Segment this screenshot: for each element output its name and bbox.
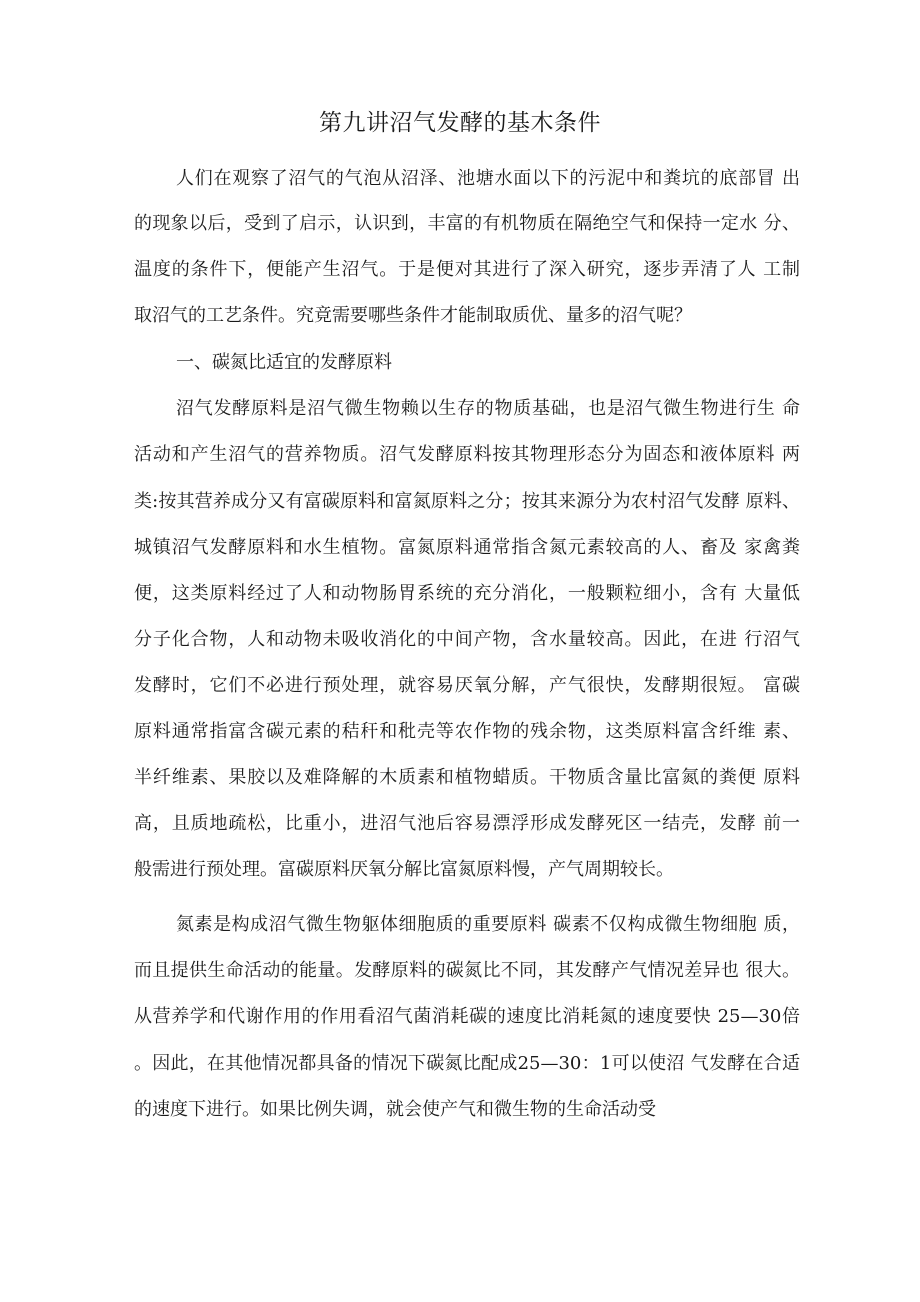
section-heading: 一、碳氮比适宜的发酵原料 — [176, 352, 392, 373]
paragraph-line: 的现象以后，受到了启示，认识到，丰富的有机物质在隔绝空气和保持一定水 分、 — [134, 213, 800, 234]
paragraph-line: 分子化合物，人和动物未吸收消化的中间产物，含水量较高。因此，在进 行沼气 — [134, 629, 800, 650]
paragraph-line: 便，这类原料经过了人和动物肠胃系统的充分消化，一般颗粒细小，含有 大量低 — [134, 583, 800, 604]
paragraph-line: 的速度下进行。如果比例失调，就会使产气和微生物的生命活动受 — [134, 1099, 656, 1120]
paragraph-line: 高，且质地疏松，比重小，进沼气池后容易漂浮形成发酵死区一结壳，发酵 前一 — [134, 813, 800, 834]
paragraph-line: 从营养学和代谢作用的作用看沼气菌消耗碳的速度比消耗氮的速度要快 25—30倍 — [134, 1006, 800, 1027]
paragraph-line: 。因此，在其他情况都具备的情况下碳氮比配成25—30：1可以使沼 气发酵在合适 — [134, 1053, 800, 1074]
paragraph-line: 半纤维素、果胶以及难降解的木质素和植物蜡质。干物质含量比富氮的粪便 原料 — [134, 767, 800, 788]
paragraph-line: 原料通常指富含碳元素的秸秆和秕壳等农作物的残余物，这类原料富含纤维 素、 — [134, 721, 800, 742]
paragraph-line: 城镇沼气发酵原料和水生植物。富氮原料通常指含氮元素较高的人、畜及 家禽粪 — [134, 537, 800, 558]
paragraph-line: 类:按其营养成分又有富碳原料和富氮原料之分；按其来源分为农村沼气发酵 原料、 — [134, 491, 800, 512]
paragraph-line: 发酵时，它们不必进行预处理，就容易厌氧分解，产气很快，发酵期很短。 富碳 — [134, 675, 800, 696]
paragraph-line: 活动和产生沼气的营养物质。沼气发酵原料按其物理形态分为固态和液体原料 两 — [134, 444, 800, 465]
paragraph-line: 氮素是构成沼气微生物躯体细胞质的重要原料 碳素不仅构成微生物细胞 质， — [176, 914, 800, 935]
paragraph-line: 人们在观察了沼气的气泡从沼泽、池塘水面以下的污泥中和粪坑的底部冒 出 — [176, 168, 800, 189]
paragraph-line: 沼气发酵原料是沼气微生物赖以生存的物质基础，也是沼气微生物进行生 命 — [176, 398, 800, 419]
paragraph-line: 而且提供生命活动的能量。发酵原料的碳氮比不同，其发酵产气情况差异也 很大。 — [134, 960, 800, 981]
paragraph-line: 般需进行预处理。富碳原料厌氧分解比富氮原料慢，产气周期较长。 — [134, 859, 674, 880]
document-title: 第九讲沼气发酵的基木条件 — [319, 110, 601, 136]
paragraph-line: 取沼气的工艺条件。究竟需要哪些条件才能制取质优、量多的沼气呢？ — [134, 305, 692, 326]
paragraph-line: 温度的条件下，便能产生沼气。于是便对其进行了深入研究，逐步弄清了人 工制 — [134, 259, 800, 280]
